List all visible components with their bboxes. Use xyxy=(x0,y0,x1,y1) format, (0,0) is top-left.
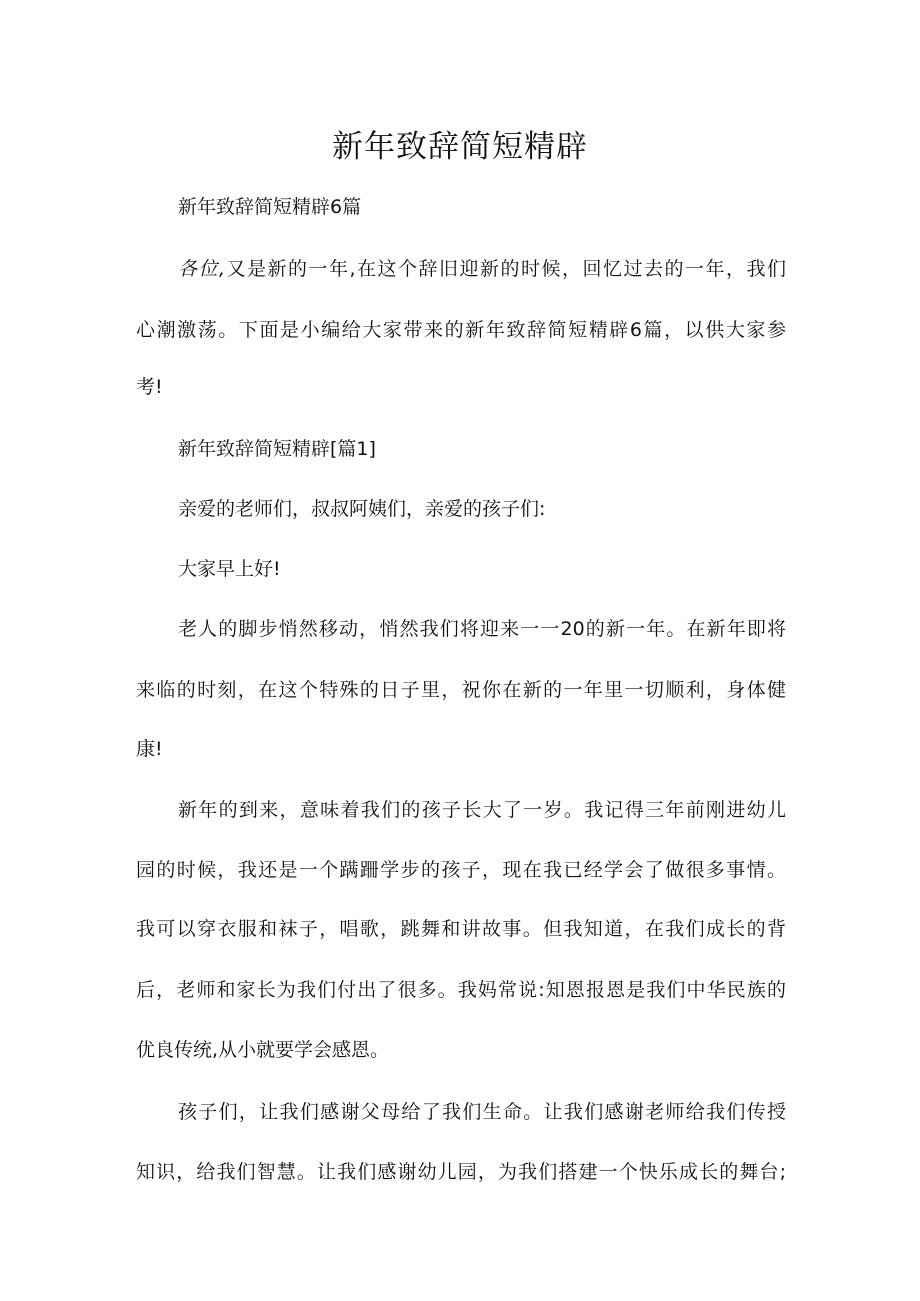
document-title: 新年致辞简短精辟 xyxy=(332,129,588,165)
intro-line-2: 心潮激荡。下面是小编给大家带来的新年致辞简短精辟6篇，以供大家参 xyxy=(136,319,786,341)
intro-italic: 各位, xyxy=(178,258,226,280)
section-heading: 新年致辞简短精辟[篇1] xyxy=(178,438,376,460)
para2-line-2: 园的时候，我还是一个蹒跚学步的孩子，现在我已经学会了做很多事情。 xyxy=(136,859,786,881)
intro-line-3: 考! xyxy=(136,376,163,398)
para2-line-4: 后，老师和家长为我们付出了很多。我妈常说:知恩报恩是我们中华民族的 xyxy=(136,979,786,1001)
para1-line-2: 来临的时刻，在这个特殊的日子里，祝你在新的一年里一切顺利，身体健 xyxy=(136,679,786,701)
para2-line-1: 新年的到来，意味着我们的孩子长大了一岁。我记得三年前刚进幼儿 xyxy=(178,799,786,821)
salutation: 亲爱的老师们，叔叔阿姨们，亲爱的孩子们: xyxy=(178,498,546,520)
intro-line-1-rest: 又是新的一年,在这个辞旧迎新的时候，回忆过去的一年，我们 xyxy=(225,258,786,280)
subtitle: 新年致辞简短精辟6篇 xyxy=(178,196,362,218)
greeting: 大家早上好! xyxy=(178,558,281,580)
para3-line-1: 孩子们，让我们感谢父母给了我们生命。让我们感谢老师给我们传授 xyxy=(178,1101,786,1123)
para2-line-3: 我可以穿衣服和袜子，唱歌，跳舞和讲故事。但我知道，在我们成长的背 xyxy=(136,918,786,940)
para2-line-5: 优良传统,从小就要学会感恩。 xyxy=(136,1039,390,1061)
para1-line-3: 康! xyxy=(136,738,163,760)
intro-line-1 xyxy=(178,254,786,284)
para3-line-2: 知识，给我们智慧。让我们感谢幼儿园，为我们搭建一个快乐成长的舞台; xyxy=(136,1161,786,1183)
para1-line-1: 老人的脚步悄然移动，悄然我们将迎来一一20的新一年。在新年即将 xyxy=(178,618,786,640)
